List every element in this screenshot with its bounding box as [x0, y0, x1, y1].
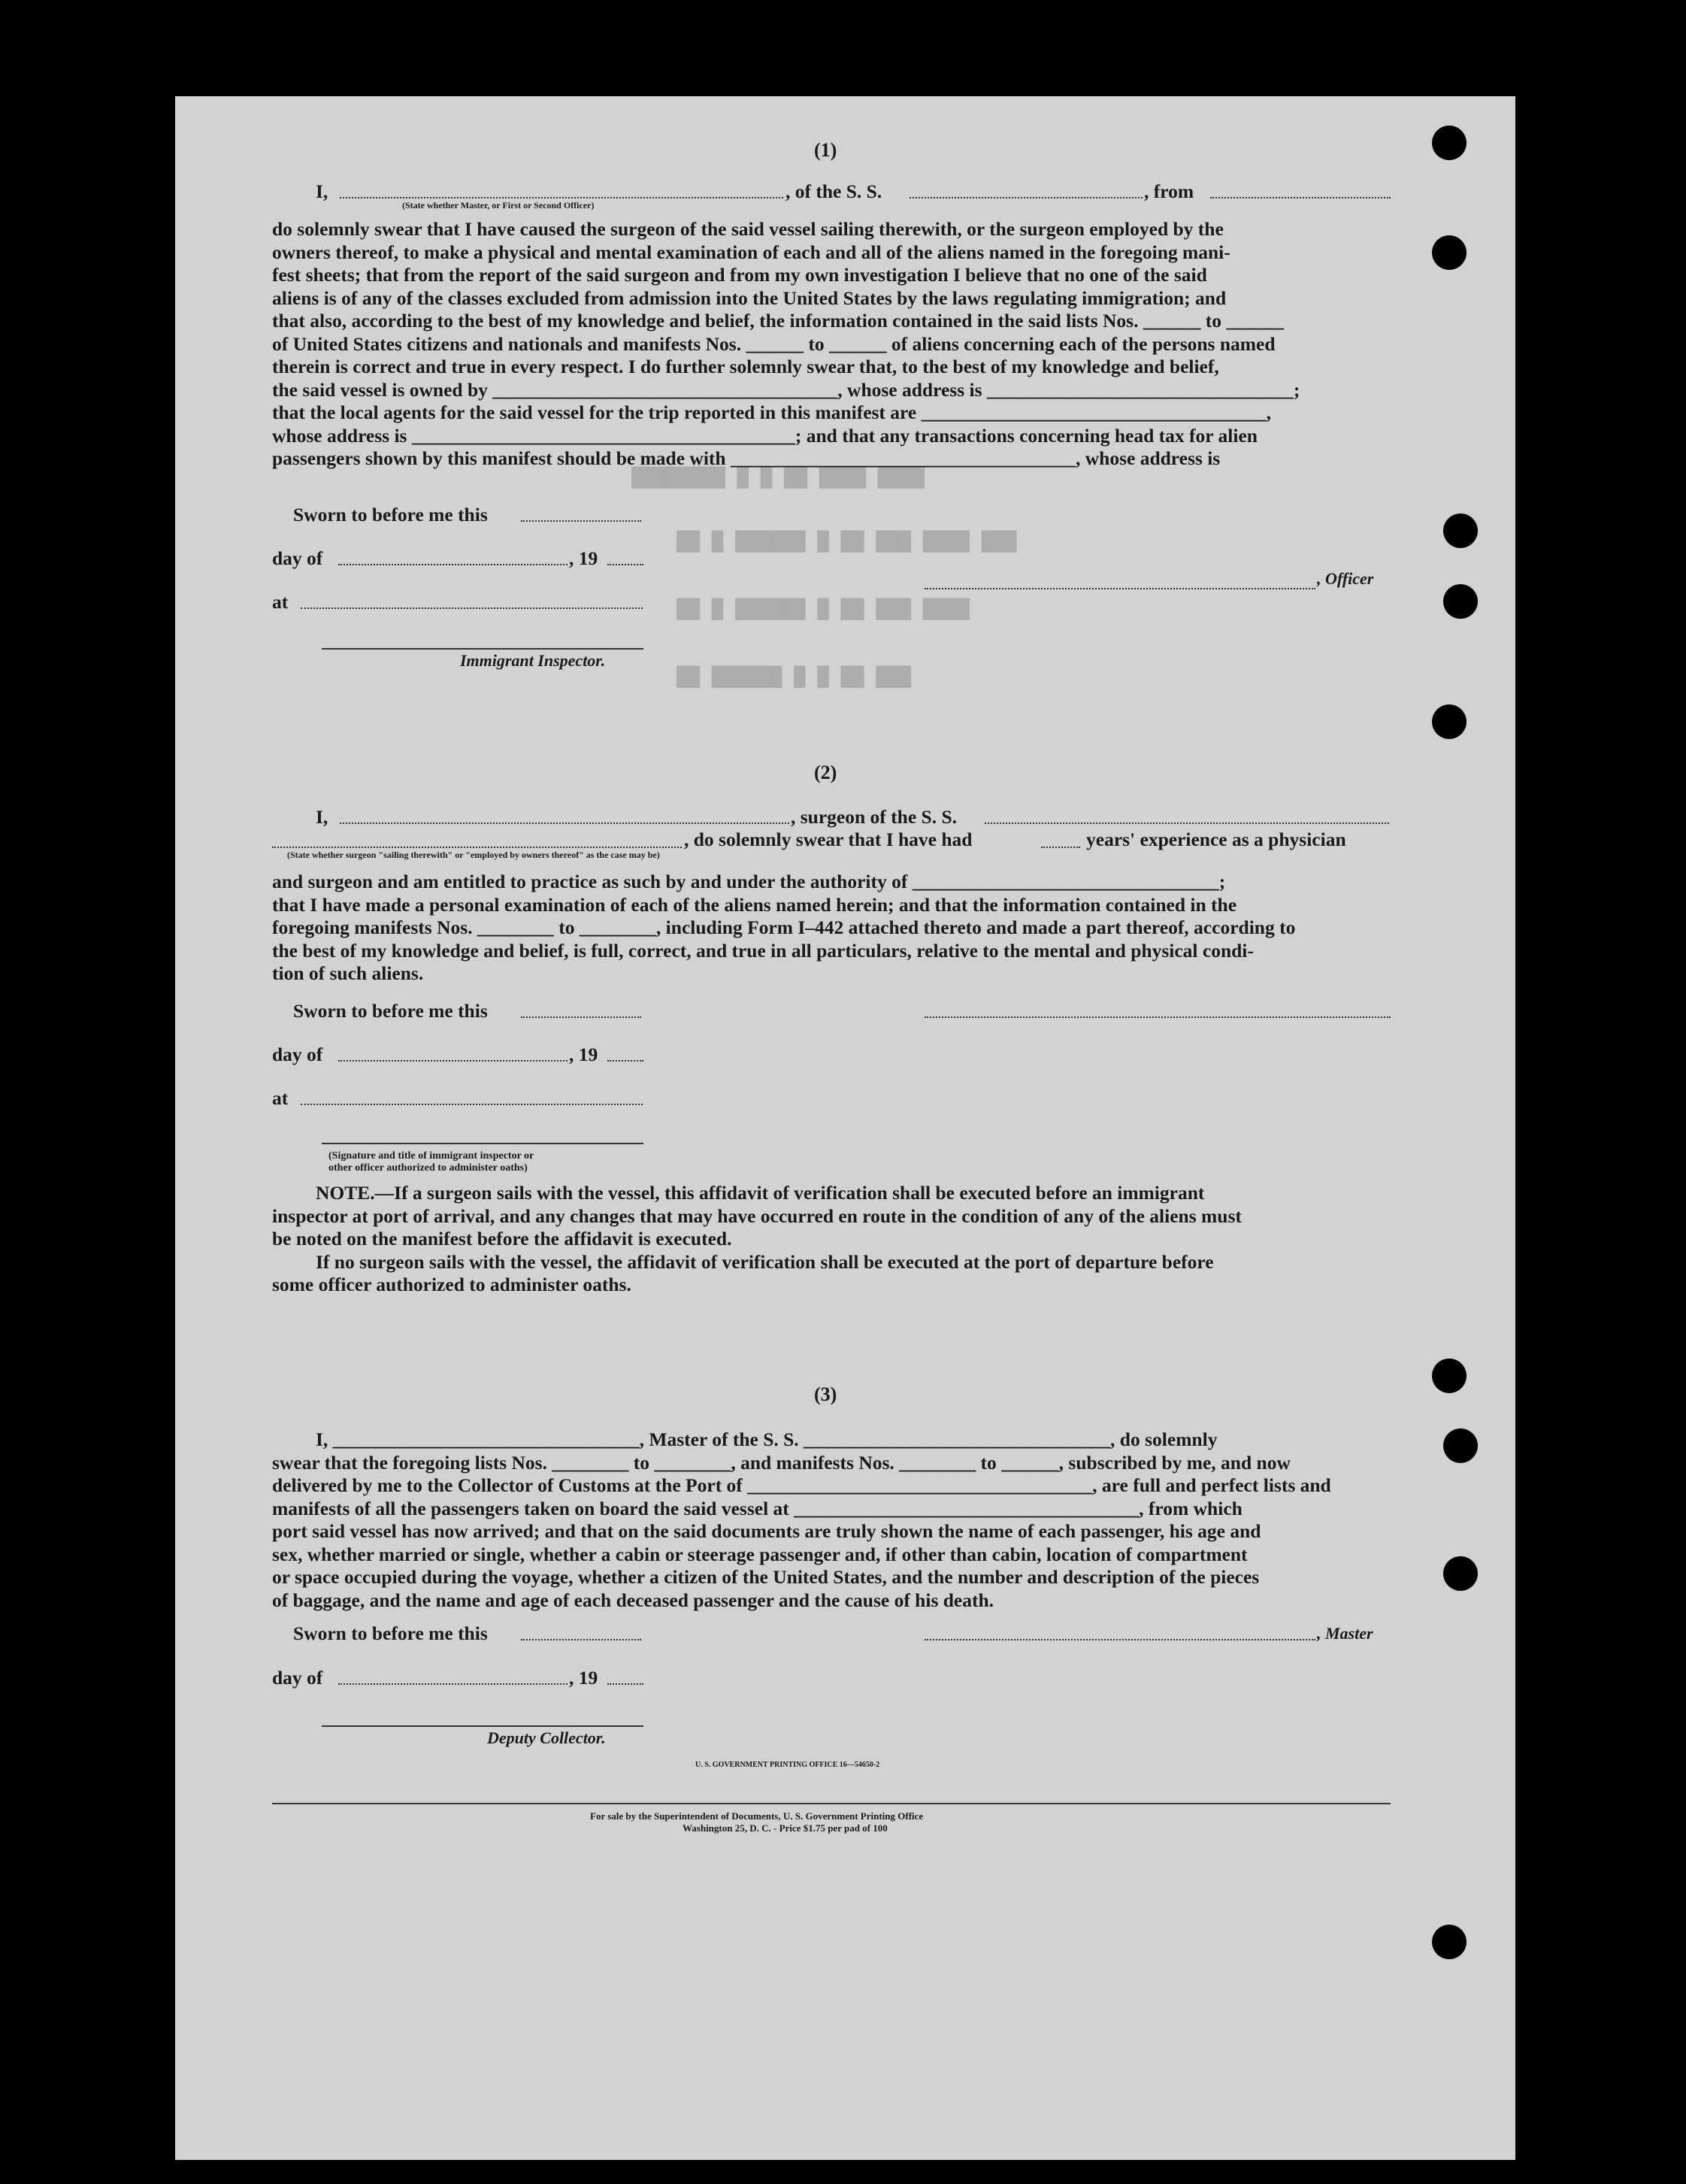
punch-hole: [1432, 126, 1467, 160]
section-1-body: [272, 218, 1391, 471]
inspector-label: Immigrant Inspector.: [460, 651, 606, 670]
day-of-label: day of: [272, 547, 323, 569]
section-3-number: (3): [814, 1383, 837, 1405]
punch-hole: [1443, 1556, 1478, 1591]
section-2-number: (2): [814, 762, 837, 783]
body-line: that I have made a personal examination of each of the aliens named herein; and that the information contained in the: [272, 893, 1237, 916]
bleed-through: ███ ██ █ █ ██████ ██: [677, 665, 912, 688]
collector-label: Deputy Collector.: [487, 1728, 606, 1747]
master-name-field[interactable]: [340, 197, 783, 198]
officer-signature-field[interactable]: [925, 588, 1315, 589]
bleed-through: ████ ███ ██ █ ██████ █ ██: [677, 598, 970, 620]
punch-hole: [1443, 1428, 1478, 1463]
gpo-imprint: U. S. GOVERNMENT PRINTING OFFICE 16—54650-2: [695, 1761, 880, 1769]
body-line: tion of such aliens.: [272, 962, 424, 984]
punch-hole: [1432, 1925, 1467, 1959]
year-label: , 19: [569, 1667, 598, 1689]
from-label: , from: [1144, 180, 1194, 202]
body-line: passengers shown by this manifest should be made with ____________________________________, whose address is: [272, 447, 1221, 469]
body-line: of baggage, and the name and age of each deceased passenger and the cause of his death.: [272, 1589, 994, 1611]
year-label: , 19: [569, 547, 598, 569]
sale-notice-2: Washington 25, D. C. - Price $1.75 per pad of 100: [683, 1822, 888, 1834]
of-ss-label: , of the S. S.: [785, 180, 882, 202]
body-line: I, ________________________________, Master of the S. S. ________________________________, do solemnly: [316, 1428, 1218, 1450]
section-2-note: [272, 1182, 1391, 1297]
body-line: whose address is ________________________________________; and that any transactions concerning head tax for alien: [272, 424, 1258, 447]
signature-caption-2: other officer authorized to administer oaths): [328, 1162, 528, 1174]
body-line: that also, according to the best of my knowledge and belief, the information contained in the said lists Nos. ______ to ______: [272, 310, 1284, 332]
sworn-label: Sworn to before me this: [293, 504, 488, 526]
inspector-signature-line[interactable]: [322, 1143, 643, 1144]
sworn-label: Sworn to before me this: [293, 1622, 488, 1644]
master-label: , Master: [1317, 1624, 1373, 1643]
sworn-date-field[interactable]: [521, 520, 641, 522]
years-label: years' experience as a physician: [1086, 828, 1346, 850]
punch-hole: [1432, 235, 1467, 270]
body-line: port said vessel has now arrived; and that on the said documents are truly shown the name of each passenger, his age and: [272, 1520, 1261, 1542]
year-field[interactable]: [607, 564, 643, 565]
body-line: owners thereof, to make a physical and mental examination of each and all of the aliens named in the foregoing mani-: [272, 241, 1230, 263]
year-field[interactable]: [607, 1683, 643, 1685]
sworn-date-field[interactable]: [521, 1639, 641, 1640]
collector-signature-line[interactable]: [322, 1725, 643, 1727]
body-line: the best of my knowledge and belief, is full, correct, and true in all particulars, relative to the mental and physical condi-: [272, 939, 1254, 962]
at-place-field[interactable]: [301, 607, 643, 609]
note-line: NOTE.—If a surgeon sails with the vessel, this affidavit of verification shall be executed before an immigrant: [316, 1182, 1205, 1204]
section-3-body: [272, 1428, 1391, 1612]
surgeon-of-ss-label: , surgeon of the S. S.: [791, 806, 958, 828]
body-line: delivered by me to the Collector of Customs at the Port of ____________________________________, are full and perfect lists and: [272, 1474, 1331, 1496]
from-port-field[interactable]: [1210, 197, 1391, 198]
officer-label: , Officer: [1317, 569, 1374, 588]
surgeon-vessel-field[interactable]: [985, 822, 1389, 824]
at-label: at: [272, 591, 289, 613]
lead-text: I,: [316, 180, 328, 202]
surgeon-signature-field[interactable]: [925, 1016, 1391, 1018]
body-line: sex, whether married or single, whether a cabin or steerage passenger and, if other than cabin, location of compartment: [272, 1543, 1248, 1565]
section-1-caption: (State whether Master, or First or Second Officer): [402, 200, 595, 211]
body-line: fest sheets; that from the report of the said surgeon and from my own investigation I believe that no one of the said: [272, 264, 1207, 286]
body-line: manifests of all the passengers taken on board the said vessel at ____________________________________, from which: [272, 1497, 1243, 1519]
master-signature-field[interactable]: [925, 1639, 1315, 1640]
body-line: of United States citizens and nationals and manifests Nos. ______ to ______ of aliens concerning each of the persons named: [272, 332, 1276, 355]
punch-hole: [1432, 704, 1467, 739]
sworn-date-field[interactable]: [521, 1016, 641, 1018]
body-line: or space occupied during the voyage, whether a citizen of the United States, and the number and description of the pieces: [272, 1566, 1260, 1588]
footer-rule: [272, 1803, 1391, 1804]
note-line: inspector at port of arrival, and any changes that may have occurred en route in the condition of any of the aliens must: [272, 1204, 1242, 1227]
surgeon-name-field[interactable]: [340, 822, 789, 824]
section-2-body: [272, 871, 1391, 986]
note-line: some officer authorized to administer oaths.: [272, 1274, 631, 1295]
bleed-through: ███ ████ ███ ██ █ ██████ █ ██: [677, 530, 1017, 553]
years-field[interactable]: [1041, 847, 1080, 848]
year-label: , 19: [569, 1044, 598, 1065]
sworn-label: Sworn to before me this: [293, 1000, 488, 1022]
note-line: If no surgeon sails with the vessel, the affidavit of verification shall be executed at the port of departure before: [316, 1250, 1214, 1273]
vessel-name-field[interactable]: [910, 197, 1143, 198]
body-line: aliens is of any of the classes excluded from admission into the United States by the laws regulating immigration; and: [272, 286, 1227, 309]
day-field[interactable]: [338, 1060, 568, 1062]
at-label: at: [272, 1087, 289, 1109]
body-line: therein is correct and true in every respect. I do further solemnly swear that, to the best of my knowledge and belief,: [272, 356, 1219, 377]
day-field[interactable]: [338, 564, 568, 565]
body-line: and surgeon and am entitled to practice as such by and under the authority of ________________________________;: [272, 871, 1226, 892]
body-line: the said vessel is owned by ____________________________________, whose address is ________________________________;: [272, 378, 1300, 401]
punch-hole: [1443, 584, 1478, 619]
bleed-through: ████ ████ ██ █ █ ████████: [631, 466, 925, 489]
at-place-field[interactable]: [301, 1104, 643, 1105]
inspector-signature-line[interactable]: [322, 648, 643, 650]
signature-caption-1: (Signature and title of immigrant inspector or: [328, 1150, 534, 1162]
section-1-number: (1): [814, 139, 837, 161]
body-line: foregoing manifests Nos. ________ to ________, including Form I–442 attached thereto and made a part thereof, according to: [272, 916, 1296, 938]
body-line: that the local agents for the said vessel for the trip reported in this manifest are ____________________________________,: [272, 401, 1271, 423]
section-1-first-line: [316, 180, 328, 203]
day-field[interactable]: [338, 1683, 568, 1685]
sale-notice-1: For sale by the Superintendent of Documents, U. S. Government Printing Office: [590, 1810, 924, 1822]
body-line: swear that the foregoing lists Nos. ________ to ________, and manifests Nos. ________ to ______, subscribed by me, and now: [272, 1451, 1291, 1474]
solemnly-swear-label: , do solemnly swear that I have had: [684, 828, 973, 850]
punch-hole: [1443, 513, 1478, 548]
note-line: be noted on the manifest before the affidavit is executed.: [272, 1228, 732, 1250]
section-2-caption: (State whether surgeon "sailing therewith" or "employed by owners thereof" as the case may be): [287, 850, 660, 860]
surgeon-status-field[interactable]: [272, 847, 682, 848]
day-of-label: day of: [272, 1667, 323, 1689]
body-line: do solemnly swear that I have caused the surgeon of the said vessel sailing therewith, or the surgeon employed by the: [272, 218, 1224, 240]
day-of-label: day of: [272, 1044, 323, 1065]
year-field[interactable]: [607, 1060, 643, 1062]
section-2-i: I,: [316, 806, 328, 828]
punch-hole: [1432, 1359, 1467, 1393]
